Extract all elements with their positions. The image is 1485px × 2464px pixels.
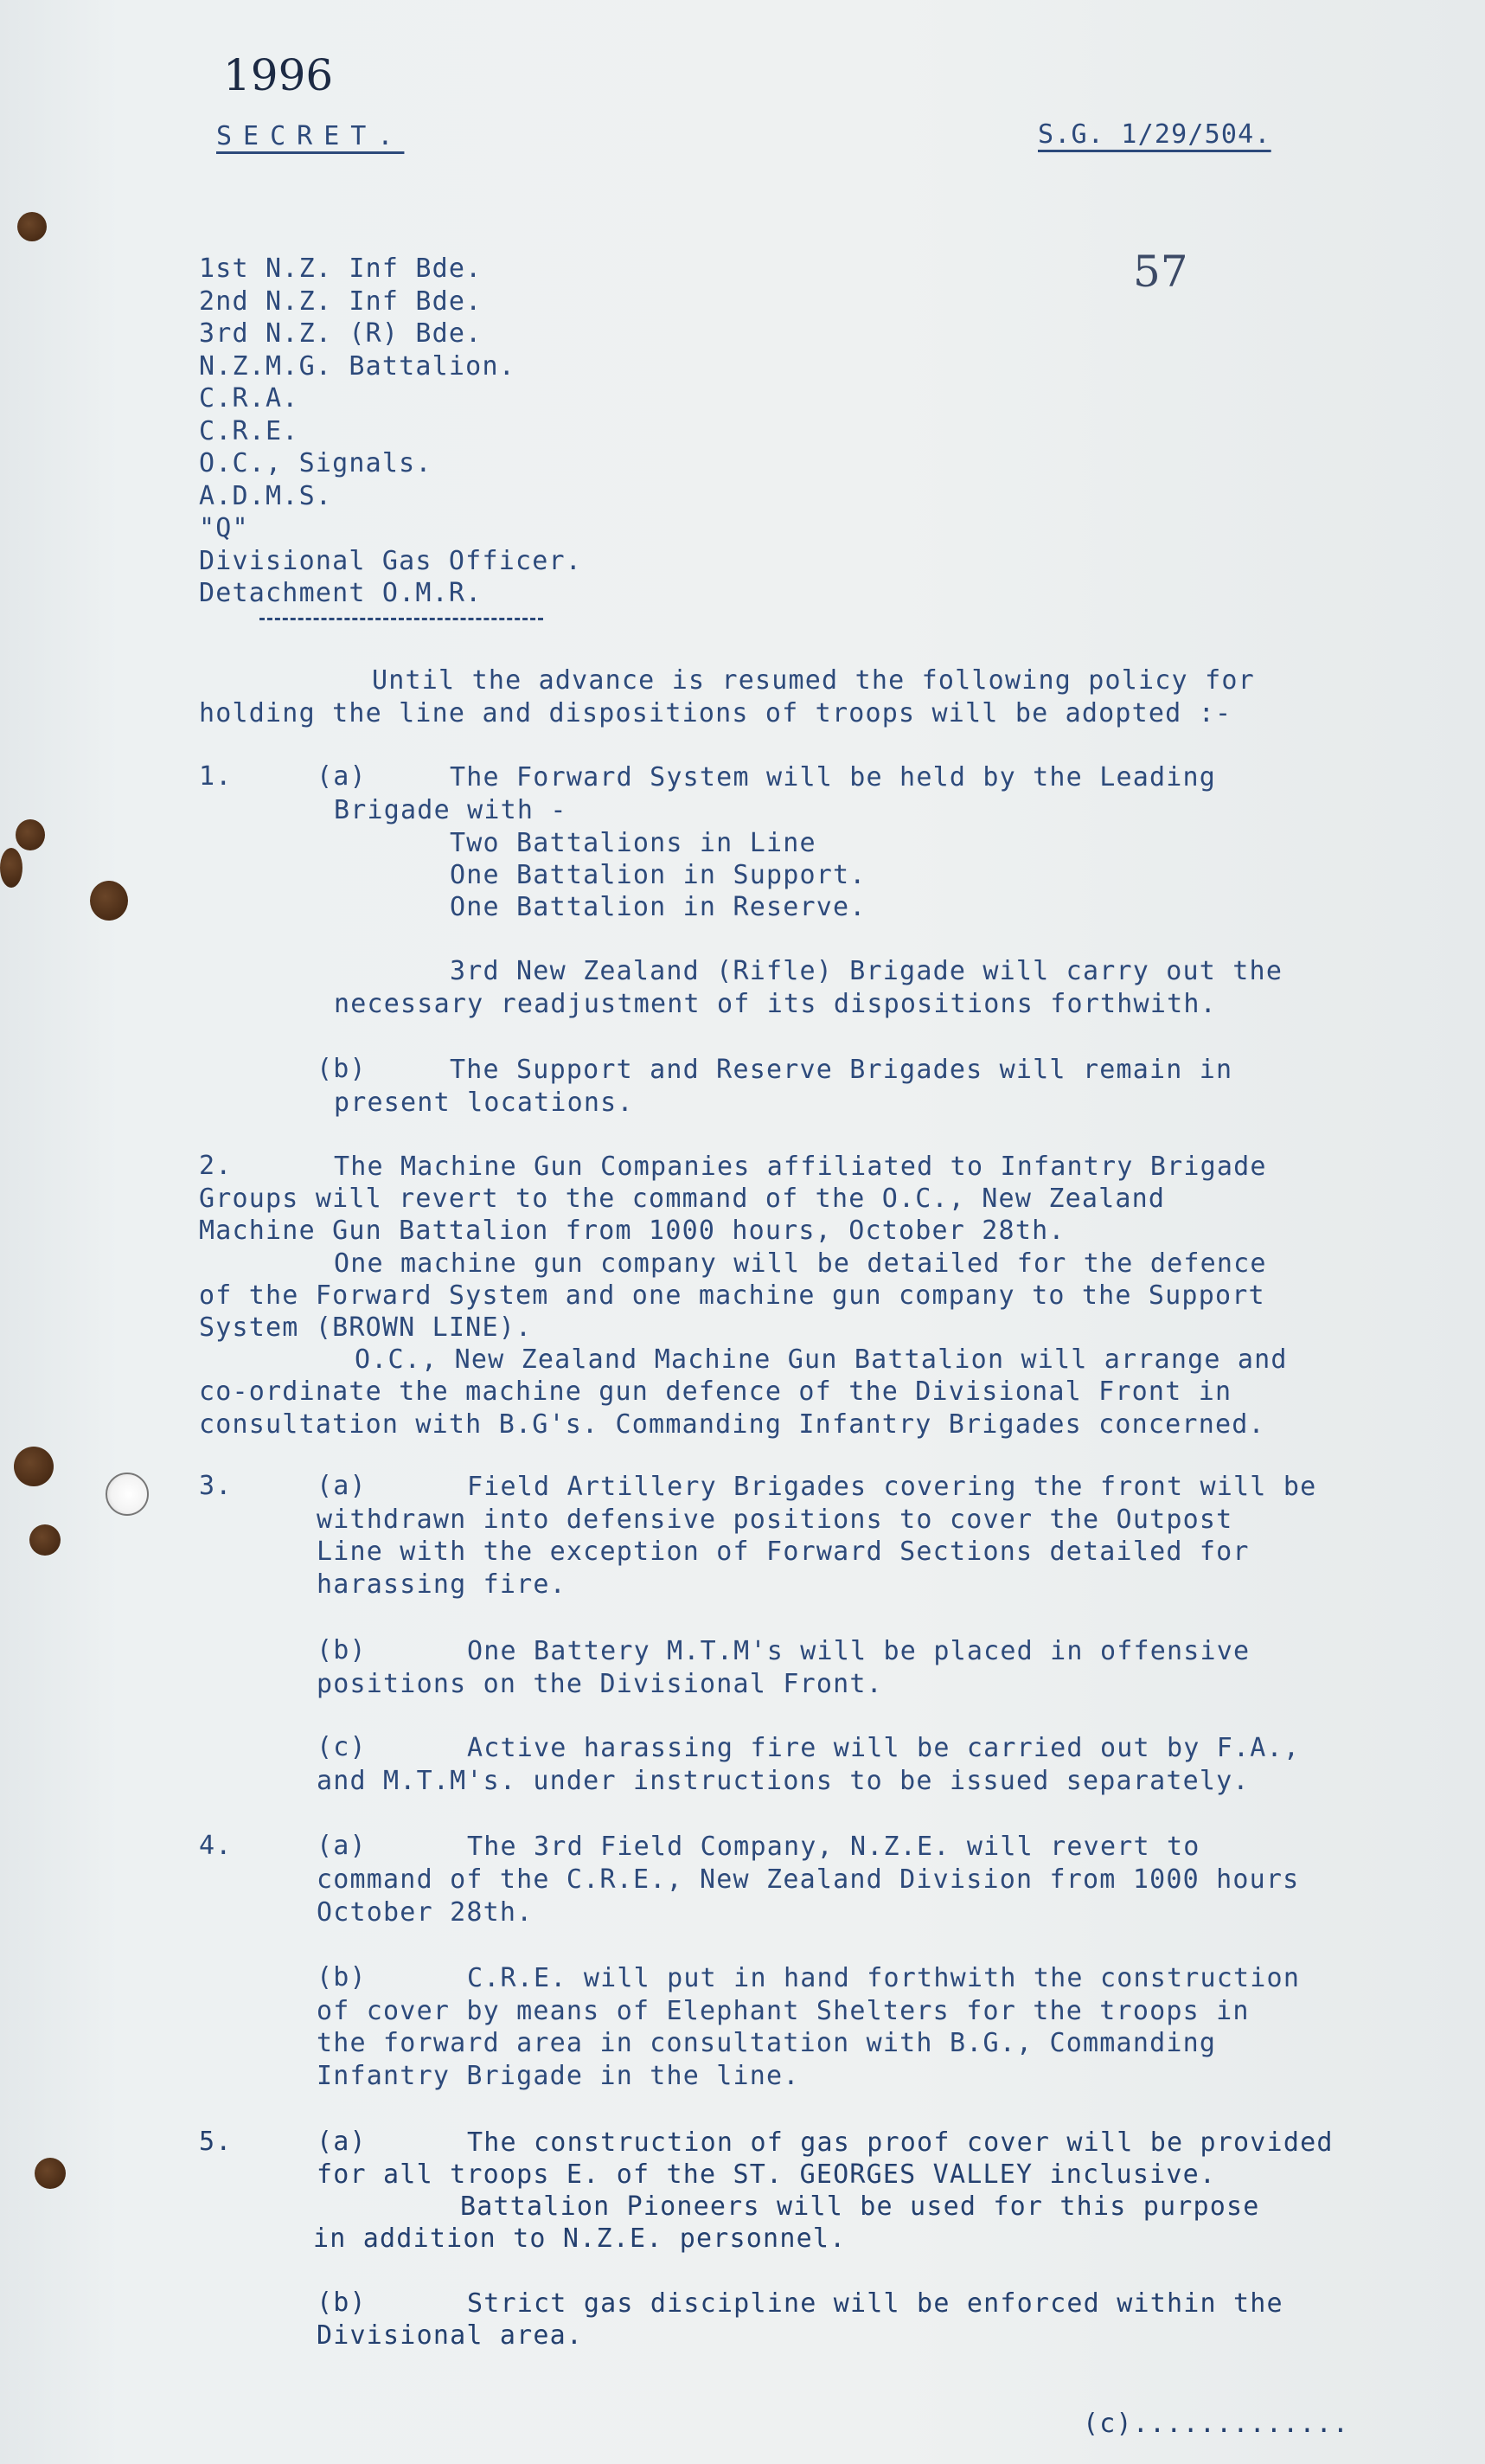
text-line: positions on the Divisional Front. [317, 1669, 883, 1699]
punch-hole [14, 1447, 54, 1486]
punch-hole [90, 881, 128, 921]
addressee: Detachment O.M.R. [199, 578, 483, 608]
text-line: Machine Gun Battalion from 1000 hours, October 28th. [199, 1216, 1066, 1247]
text-line: October 28th. [317, 1897, 534, 1928]
reference-number: S.G. 1/29/504. [1038, 119, 1271, 150]
addressee: C.R.E. [199, 415, 299, 446]
text-line: Groups will revert to the command of the O.C., New Zealand [199, 1184, 1166, 1215]
text-line: Infantry Brigade in the line. [317, 2060, 800, 2091]
text-line: Battalion Pioneers will be used for this purpose [460, 2191, 1260, 2222]
paragraph-3a [317, 1471, 1316, 1601]
text-line: 3rd New Zealand (Rifle) Brigade will carry out the [450, 956, 1283, 986]
paragraph-1a [334, 761, 1216, 827]
text-line: holding the line and dispositions of troops will be adopted :- [199, 698, 1232, 728]
addressee: N.Z.M.G. Battalion. [199, 350, 515, 382]
paragraph-number: 3. [199, 1471, 233, 1501]
addressee: Divisional Gas Officer. [199, 545, 583, 576]
battalion-list [450, 827, 867, 923]
paragraph-1a-note [334, 955, 1283, 1021]
text-line: The 3rd Field Company, N.Z.E. will revert to [467, 1832, 1200, 1862]
text-line: One machine gun company will be detailed for the defence [334, 1248, 1267, 1279]
text-line: C.R.E. will put in hand forthwith the construction [467, 1963, 1301, 1993]
paragraph-5b [317, 2288, 1283, 2352]
text-line: for all troops E. of the ST. GEORGES VALLEY inclusive. [317, 2159, 1217, 2190]
subparagraph-label: (c) [317, 1732, 367, 1762]
paragraph-3b [317, 1635, 1250, 1701]
text-line: One Battery M.T.M's will be placed in offensive [467, 1636, 1251, 1666]
punch-hole [29, 1524, 61, 1556]
list-item: Two Battalions in Line [450, 828, 816, 858]
paragraph-3c [317, 1732, 1300, 1798]
text-line: command of the C.R.E., New Zealand Division from 1000 hours [317, 1864, 1300, 1895]
text-line: and M.T.M's. under instructions to be issued separately. [317, 1766, 1250, 1796]
document-number: 1996 [223, 50, 334, 100]
subparagraph-label: (a) [317, 1471, 367, 1501]
addressee: O.C., Signals. [199, 448, 432, 478]
subparagraph-label: (a) [317, 1831, 367, 1861]
text-line: withdrawn into defensive positions to cover the Outpost [317, 1504, 1233, 1535]
punch-hole [106, 1473, 149, 1516]
text-line: O.C., New Zealand Machine Gun Battalion will arrange and [355, 1344, 1288, 1376]
punch-hole [16, 819, 45, 850]
paragraph-number: 4. [199, 1831, 233, 1861]
folio-number: 57 [1133, 247, 1188, 297]
text-line: Active harassing fire will be carried out by F.A., [467, 1733, 1301, 1763]
intro-paragraph [199, 664, 1255, 730]
punch-hole [17, 212, 47, 241]
text-line: Brigade with - [334, 795, 567, 825]
text-line: consultation with B.G's. Commanding Infantry Brigades concerned. [199, 1408, 1265, 1440]
text-line: The Support and Reserve Brigades will remain in [450, 1055, 1233, 1085]
text-line: Strict gas discipline will be enforced within the [467, 2288, 1283, 2319]
subparagraph-label: (b) [317, 2288, 367, 2318]
addressee: A.D.M.S. [199, 480, 333, 511]
divider-rule [259, 618, 543, 620]
addressee: C.R.A. [199, 383, 299, 414]
text-line: present locations. [334, 1088, 634, 1118]
paragraph-number: 1. [199, 761, 233, 792]
text-line: of the Forward System and one machine gun company to the Support [199, 1280, 1265, 1311]
text-line: harassing fire. [317, 1569, 566, 1600]
list-item: One Battalion in Support. [450, 860, 867, 890]
subparagraph-label: (b) [317, 1962, 367, 1992]
text-line: Field Artillery Brigades covering the front will be [467, 1472, 1317, 1502]
text-line: in addition to N.Z.E. personnel. [313, 2223, 847, 2254]
distribution-list [199, 253, 582, 610]
punch-hole [0, 848, 22, 888]
addressee: 2nd N.Z. Inf Bde. [199, 286, 483, 317]
paragraph-1b [334, 1054, 1232, 1120]
subparagraph-label: (b) [317, 1635, 367, 1665]
subparagraph-label: (a) [317, 761, 367, 792]
paragraph-number: 5. [199, 2127, 233, 2157]
text-line: Divisional area. [317, 2320, 584, 2351]
addressee: 1st N.Z. Inf Bde. [199, 253, 483, 284]
addressee: "Q" [199, 513, 249, 543]
text-line: Until the advance is resumed the following policy for [372, 665, 1255, 696]
subparagraph-label: (a) [317, 2127, 367, 2157]
text-line: the forward area in consultation with B.G., Commanding [317, 2028, 1217, 2058]
text-line: System (BROWN LINE). [199, 1312, 533, 1344]
paragraph-number: 2. [199, 1151, 233, 1181]
punch-hole [35, 2158, 66, 2189]
text-line: The Forward System will be held by the Leading [450, 762, 1217, 792]
text-line: of cover by means of Elephant Shelters for the troops in [317, 1995, 1250, 2026]
addressee: 3rd N.Z. (R) Bde. [199, 318, 483, 349]
text-line: The construction of gas proof cover will be provided [467, 2127, 1334, 2158]
paragraph-2 [199, 1151, 1288, 1441]
text-line: co-ordinate the machine gun defence of the Divisional Front in [199, 1376, 1232, 1408]
text-line: The Machine Gun Companies affiliated to Infantry Brigade [334, 1152, 1267, 1182]
continuation-marker: (c)............. [1083, 2409, 1350, 2439]
text-line: necessary readjustment of its dispositions forthwith. [334, 989, 1217, 1019]
list-item: One Battalion in Reserve. [450, 892, 867, 922]
subparagraph-label: (b) [317, 1054, 367, 1084]
text-line: Line with the exception of Forward Sections detailed for [317, 1537, 1250, 1567]
classification-marking: SECRET. [216, 121, 405, 151]
paragraph-4b [317, 1962, 1300, 2092]
paragraph-5a [313, 2127, 1334, 2255]
paragraph-4a [317, 1831, 1299, 1929]
